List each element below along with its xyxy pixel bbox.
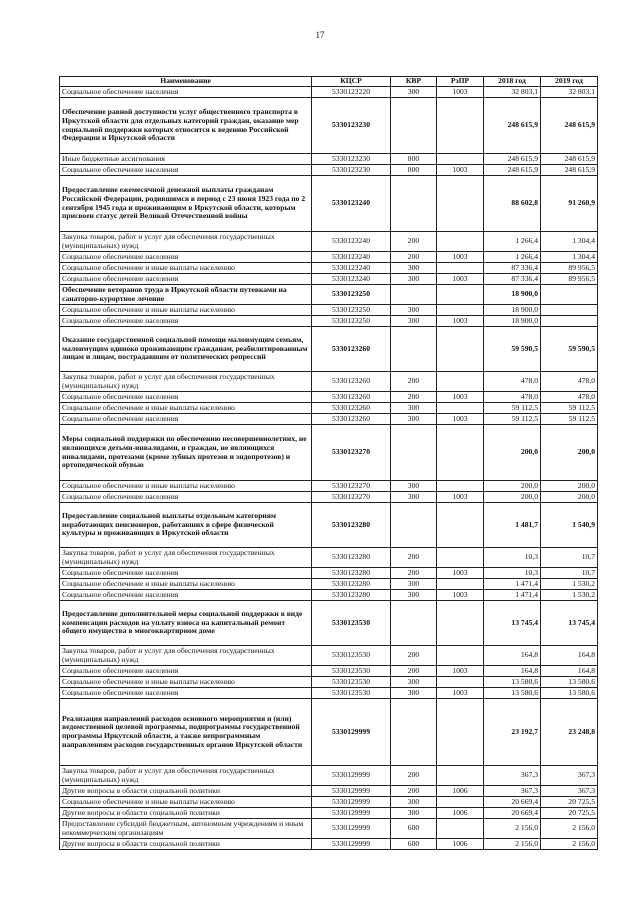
cell-rzpr — [437, 503, 484, 548]
cell-rzpr: 1003 — [437, 316, 484, 327]
cell-2018: 10,3 — [484, 548, 541, 568]
cell-kvr: 300 — [391, 316, 437, 327]
cell-2018: 88 602,8 — [484, 176, 541, 232]
cell-2019: 367,3 — [541, 786, 598, 797]
table-row — [60, 492, 598, 503]
cell-kcsr: 5330123280 — [312, 568, 391, 579]
cell-2019 — [541, 305, 598, 316]
cell-kcsr: 5330123280 — [312, 579, 391, 590]
cell-name: Обеспечение равной доступности услуг общественного транспорта в Иркутской области для отдельных категорий граждан, оказание мер социальной поддержки которых относится к ведению Российской Федерации и Иркутской области — [60, 98, 312, 154]
cell-name: Обеспечение ветеранов труда в Иркутской области путевками на санаторно-курортное лечение — [60, 285, 312, 305]
cell-name: Социальное обеспечение и иные выплаты населению — [60, 403, 312, 414]
cell-2018: 164,8 — [484, 646, 541, 666]
cell-2019: 1 304,4 — [541, 252, 598, 263]
cell-2019: 10,7 — [541, 568, 598, 579]
cell-2018: 59 112,5 — [484, 403, 541, 414]
table-row — [60, 392, 598, 403]
cell-2018: 13 745,4 — [484, 601, 541, 646]
cell-kvr: 300 — [391, 677, 437, 688]
table-row — [60, 819, 598, 839]
cell-2019: 20 725,5 — [541, 808, 598, 819]
cell-2018: 18 900,0 — [484, 305, 541, 316]
cell-kcsr: 5330123240 — [312, 232, 391, 252]
cell-rzpr — [437, 154, 484, 165]
cell-kvr: 200 — [391, 568, 437, 579]
table-row — [60, 699, 598, 766]
cell-kcsr: 5330123260 — [312, 403, 391, 414]
cell-rzpr — [437, 263, 484, 274]
cell-2018: 87 336,4 — [484, 263, 541, 274]
cell-name: Социальное обеспечение и иные выплаты населению — [60, 263, 312, 274]
cell-name: Социальное обеспечение населения — [60, 666, 312, 677]
header-name: Наименование — [60, 77, 312, 87]
table-row — [60, 786, 598, 797]
cell-name: Социальное обеспечение и иные выплаты населению — [60, 305, 312, 316]
table-row — [60, 98, 598, 154]
cell-kcsr: 5330123240 — [312, 274, 391, 285]
header-kvr: КВР — [391, 77, 437, 87]
cell-kcsr: 5330123270 — [312, 492, 391, 503]
table-row — [60, 372, 598, 392]
cell-2018: 18 900,0 — [484, 285, 541, 305]
cell-2018: 59 112,5 — [484, 414, 541, 425]
cell-2019: 1 530,2 — [541, 590, 598, 601]
cell-name: Закупка товаров, работ и услуг для обеспечения государственных (муниципальных) нужд — [60, 646, 312, 666]
cell-2018: 1 266,4 — [484, 252, 541, 263]
header-kcsr: КЦСР — [312, 77, 391, 87]
cell-kvr: 300 — [391, 274, 437, 285]
cell-2019: 20 725,5 — [541, 797, 598, 808]
cell-rzpr — [437, 646, 484, 666]
cell-name: Меры социальной поддержки по обеспечению несовершеннолетних, не являющихся детьми-инвалидами, и граждан, не являющихся инвалидами, протезами (кроме зубных протезов и эндопротезов) и ортопедической обувью — [60, 425, 312, 481]
cell-kvr: 600 — [391, 819, 437, 839]
cell-rzpr — [437, 403, 484, 414]
cell-rzpr: 1003 — [437, 688, 484, 699]
cell-kvr — [391, 601, 437, 646]
table-row — [60, 87, 598, 98]
cell-rzpr — [437, 579, 484, 590]
cell-kvr: 200 — [391, 372, 437, 392]
cell-kcsr: 5330123530 — [312, 677, 391, 688]
cell-rzpr — [437, 481, 484, 492]
cell-2018: 87 336,4 — [484, 274, 541, 285]
cell-2019: 164,8 — [541, 666, 598, 677]
table-row — [60, 232, 598, 252]
cell-rzpr — [437, 819, 484, 839]
cell-2019: 248 615,9 — [541, 154, 598, 165]
cell-kvr: 200 — [391, 232, 437, 252]
cell-2018: 1 266,4 — [484, 232, 541, 252]
cell-rzpr: 1003 — [437, 274, 484, 285]
cell-name: Социальное обеспечение населения — [60, 316, 312, 327]
cell-kcsr: 5330123280 — [312, 590, 391, 601]
table-row — [60, 327, 598, 372]
cell-2019: 164,8 — [541, 646, 598, 666]
cell-kcsr: 5330123230 — [312, 165, 391, 176]
cell-kcsr: 5330129999 — [312, 699, 391, 766]
cell-kvr: 200 — [391, 646, 437, 666]
table-row — [60, 797, 598, 808]
cell-2018: 478,0 — [484, 372, 541, 392]
cell-2018: 13 580,6 — [484, 688, 541, 699]
cell-kvr: 200 — [391, 786, 437, 797]
cell-kcsr: 5330129999 — [312, 797, 391, 808]
cell-2019: 248 615,9 — [541, 98, 598, 154]
cell-2018: 200,0 — [484, 492, 541, 503]
cell-name: Предоставление социальной выплаты отдельным категориям неработающих пенсионеров, работавших в сфере физической культуры и проживающих в Иркутской области — [60, 503, 312, 548]
cell-name: Социальное обеспечение населения — [60, 414, 312, 425]
cell-rzpr: 1003 — [437, 252, 484, 263]
cell-kvr: 300 — [391, 688, 437, 699]
cell-rzpr — [437, 797, 484, 808]
cell-kvr: 300 — [391, 305, 437, 316]
table-row — [60, 808, 598, 819]
cell-kcsr: 5330123250 — [312, 316, 391, 327]
cell-kcsr: 5330123230 — [312, 98, 391, 154]
cell-kvr: 300 — [391, 492, 437, 503]
cell-kvr: 800 — [391, 165, 437, 176]
cell-kcsr: 5330123270 — [312, 481, 391, 492]
cell-2019: 23 248,8 — [541, 699, 598, 766]
cell-name: Социальное обеспечение и иные выплаты населению — [60, 579, 312, 590]
header-rzpr: РзПР — [437, 77, 484, 87]
cell-2018: 32 803,1 — [484, 87, 541, 98]
cell-kcsr: 5330123240 — [312, 176, 391, 232]
table-row — [60, 316, 598, 327]
cell-rzpr: 1003 — [437, 590, 484, 601]
cell-kvr — [391, 425, 437, 481]
cell-name: Иные бюджетные ассигнования — [60, 154, 312, 165]
header-2018: 2018 год — [484, 77, 541, 87]
cell-2018: 2 156,0 — [484, 839, 541, 850]
cell-rzpr — [437, 548, 484, 568]
table-row — [60, 666, 598, 677]
cell-2019: 1 540,9 — [541, 503, 598, 548]
cell-2018: 1 471,4 — [484, 579, 541, 590]
cell-kvr — [391, 699, 437, 766]
table-row — [60, 252, 598, 263]
cell-2018: 164,8 — [484, 666, 541, 677]
cell-kvr: 200 — [391, 766, 437, 786]
cell-kcsr: 5330129999 — [312, 786, 391, 797]
page-number: 17 — [315, 30, 325, 40]
cell-name: Социальное обеспечение населения — [60, 688, 312, 699]
cell-name: Закупка товаров, работ и услуг для обеспечения государственных (муниципальных) нужд — [60, 548, 312, 568]
cell-name: Социальное обеспечение и иные выплаты населению — [60, 797, 312, 808]
cell-kcsr: 5330123530 — [312, 601, 391, 646]
cell-kcsr: 5330123220 — [312, 87, 391, 98]
cell-kcsr: 5330123250 — [312, 305, 391, 316]
cell-2019: 13 745,4 — [541, 601, 598, 646]
cell-rzpr — [437, 677, 484, 688]
cell-2019: 13 580,6 — [541, 688, 598, 699]
cell-name: Предоставление дополнительной меры социальной поддержки в виде компенсации расходов на уплату взноса на капитальный ремонт общего имущества в многоквартирном доме — [60, 601, 312, 646]
cell-2018: 20 669,4 — [484, 808, 541, 819]
cell-kcsr: 5330123260 — [312, 414, 391, 425]
cell-kcsr: 5330123530 — [312, 666, 391, 677]
table-row — [60, 839, 598, 850]
cell-2019: 91 260,9 — [541, 176, 598, 232]
table-row — [60, 263, 598, 274]
cell-kcsr: 5330123230 — [312, 154, 391, 165]
cell-2018: 367,3 — [484, 766, 541, 786]
cell-name: Социальное обеспечение населения — [60, 392, 312, 403]
cell-kcsr: 5330129999 — [312, 819, 391, 839]
cell-name: Закупка товаров, работ и услуг для обеспечения государственных (муниципальных) нужд — [60, 232, 312, 252]
cell-kvr: 200 — [391, 392, 437, 403]
cell-2019: 59 590,5 — [541, 327, 598, 372]
cell-name: Социальное обеспечение населения — [60, 252, 312, 263]
table-header-row — [60, 77, 598, 87]
cell-2019: 59 112,5 — [541, 403, 598, 414]
cell-2019: 200,0 — [541, 481, 598, 492]
cell-rzpr: 1006 — [437, 839, 484, 850]
cell-kcsr: 5330129999 — [312, 839, 391, 850]
cell-kvr — [391, 285, 437, 305]
table-row — [60, 403, 598, 414]
cell-2019: 200,0 — [541, 425, 598, 481]
cell-rzpr — [437, 285, 484, 305]
cell-rzpr: 1003 — [437, 165, 484, 176]
cell-2019: 10,7 — [541, 548, 598, 568]
cell-kcsr: 5330123240 — [312, 252, 391, 263]
cell-name: Закупка товаров, работ и услуг для обеспечения государственных (муниципальных) нужд — [60, 372, 312, 392]
table-row — [60, 154, 598, 165]
cell-rzpr: 1006 — [437, 808, 484, 819]
cell-2019: 248 615,9 — [541, 165, 598, 176]
cell-name: Закупка товаров, работ и услуг для обеспечения государственных (муниципальных) нужд — [60, 766, 312, 786]
cell-2018: 59 590,5 — [484, 327, 541, 372]
table-row — [60, 601, 598, 646]
table-row — [60, 176, 598, 232]
cell-kcsr: 5330123530 — [312, 646, 391, 666]
cell-rzpr — [437, 372, 484, 392]
cell-2018: 1 471,4 — [484, 590, 541, 601]
header-2019: 2019 год — [541, 77, 598, 87]
cell-2018: 248 615,9 — [484, 154, 541, 165]
cell-rzpr: 1006 — [437, 786, 484, 797]
cell-kcsr: 5330123240 — [312, 263, 391, 274]
cell-kcsr: 5330123530 — [312, 688, 391, 699]
cell-kvr — [391, 503, 437, 548]
cell-kcsr: 5330123260 — [312, 372, 391, 392]
cell-kvr: 200 — [391, 548, 437, 568]
cell-kvr — [391, 98, 437, 154]
cell-2018: 10,3 — [484, 568, 541, 579]
cell-kcsr: 5330123250 — [312, 285, 391, 305]
cell-2018: 18 900,0 — [484, 316, 541, 327]
cell-rzpr: 1003 — [437, 492, 484, 503]
table-row — [60, 568, 598, 579]
cell-rzpr: 1003 — [437, 392, 484, 403]
cell-2019: 1 304,4 — [541, 232, 598, 252]
cell-rzpr — [437, 766, 484, 786]
cell-2019: 59 112,5 — [541, 414, 598, 425]
cell-kvr: 800 — [391, 154, 437, 165]
cell-2019: 2 156,0 — [541, 839, 598, 850]
cell-rzpr — [437, 425, 484, 481]
cell-name: Социальное обеспечение и иные выплаты населению — [60, 677, 312, 688]
cell-kvr: 200 — [391, 666, 437, 677]
table-body — [60, 87, 598, 850]
cell-2019: 478,0 — [541, 392, 598, 403]
cell-2018: 20 669,4 — [484, 797, 541, 808]
cell-rzpr — [437, 305, 484, 316]
table-row — [60, 548, 598, 568]
cell-rzpr — [437, 601, 484, 646]
cell-rzpr: 1003 — [437, 666, 484, 677]
cell-kvr: 300 — [391, 797, 437, 808]
cell-kcsr: 5330129999 — [312, 766, 391, 786]
cell-2018: 478,0 — [484, 392, 541, 403]
cell-2018: 13 580,6 — [484, 677, 541, 688]
cell-kcsr: 5330123280 — [312, 503, 391, 548]
table-row — [60, 590, 598, 601]
cell-name: Социальное обеспечение населения — [60, 590, 312, 601]
budget-table — [59, 76, 598, 850]
cell-2019: 32 803,1 — [541, 87, 598, 98]
cell-2019: 2 156,0 — [541, 819, 598, 839]
cell-kcsr: 5330123270 — [312, 425, 391, 481]
table-row — [60, 305, 598, 316]
cell-kvr: 300 — [391, 808, 437, 819]
cell-kvr: 300 — [391, 579, 437, 590]
cell-name: Предоставление ежемесячной денежной выплаты гражданам Российской Федерации, родившимся в период с 23 июня 1923 года по 2 сентября 1945 года и проживающим в Иркутской области, которым присвоен статус детей Великой Отечественной войны — [60, 176, 312, 232]
cell-name: Социальное обеспечение населения — [60, 165, 312, 176]
cell-2019: 367,3 — [541, 766, 598, 786]
table-row — [60, 646, 598, 666]
table-row — [60, 274, 598, 285]
cell-kcsr: 5330123260 — [312, 327, 391, 372]
cell-rzpr — [437, 232, 484, 252]
cell-rzpr — [437, 327, 484, 372]
cell-kvr: 300 — [391, 263, 437, 274]
table-row — [60, 503, 598, 548]
cell-name: Социальное обеспечение населения — [60, 274, 312, 285]
cell-2019: 13 580,6 — [541, 677, 598, 688]
cell-2018: 2 156,0 — [484, 819, 541, 839]
cell-name: Другие вопросы в области социальной политики — [60, 839, 312, 850]
cell-name: Социальное обеспечение населения — [60, 568, 312, 579]
cell-kcsr: 5330123260 — [312, 392, 391, 403]
cell-2019 — [541, 285, 598, 305]
cell-name: Социальное обеспечение и иные выплаты населению — [60, 481, 312, 492]
cell-kvr: 300 — [391, 403, 437, 414]
cell-2019: 89 956,5 — [541, 274, 598, 285]
cell-2019: 478,0 — [541, 372, 598, 392]
table-row — [60, 579, 598, 590]
cell-2018: 23 192,7 — [484, 699, 541, 766]
table-row — [60, 766, 598, 786]
cell-2018: 248 615,9 — [484, 98, 541, 154]
cell-kvr: 300 — [391, 414, 437, 425]
cell-name: Другие вопросы в области социальной политики — [60, 786, 312, 797]
cell-kvr: 600 — [391, 839, 437, 850]
cell-2018: 200,0 — [484, 481, 541, 492]
cell-kvr: 300 — [391, 590, 437, 601]
cell-name: Оказание государственной социальной помощи малоимущим семьям, малоимущим одиноко проживающим гражданам, реабилитированным лицам и лицам, пострадавшим от политических репрессий — [60, 327, 312, 372]
table-row — [60, 688, 598, 699]
cell-rzpr — [437, 98, 484, 154]
cell-name: Предоставление субсидий бюджетным, автономным учреждениям и иным некоммерческим организациям — [60, 819, 312, 839]
table-row — [60, 414, 598, 425]
cell-kvr — [391, 176, 437, 232]
table-row — [60, 425, 598, 481]
cell-kcsr: 5330129999 — [312, 808, 391, 819]
table-row — [60, 677, 598, 688]
cell-2019: 200,0 — [541, 492, 598, 503]
cell-name: Реализация направлений расходов основного мероприятия и (или) ведомственной целевой программы, подпрограммы государственной программы Иркутской области, а также непрограммным направлениям расходов государственных органов Иркутской области — [60, 699, 312, 766]
cell-2018: 367,3 — [484, 786, 541, 797]
cell-2019: 89 956,5 — [541, 263, 598, 274]
cell-kvr: 200 — [391, 252, 437, 263]
table-row — [60, 165, 598, 176]
cell-kvr: 300 — [391, 87, 437, 98]
cell-2018: 200,0 — [484, 425, 541, 481]
cell-rzpr: 1003 — [437, 568, 484, 579]
cell-rzpr — [437, 699, 484, 766]
cell-kvr — [391, 327, 437, 372]
cell-2018: 1 481,7 — [484, 503, 541, 548]
cell-2019 — [541, 316, 598, 327]
cell-name: Социальное обеспечение населения — [60, 492, 312, 503]
cell-2018: 248 615,9 — [484, 165, 541, 176]
cell-name: Социальное обеспечение населения — [60, 87, 312, 98]
table-row — [60, 481, 598, 492]
cell-2019: 1 530,2 — [541, 579, 598, 590]
cell-rzpr: 1003 — [437, 414, 484, 425]
cell-rzpr: 1003 — [437, 87, 484, 98]
cell-kvr: 300 — [391, 481, 437, 492]
cell-rzpr — [437, 176, 484, 232]
cell-kcsr: 5330123280 — [312, 548, 391, 568]
cell-name: Другие вопросы в области социальной политики — [60, 808, 312, 819]
table-row — [60, 285, 598, 305]
